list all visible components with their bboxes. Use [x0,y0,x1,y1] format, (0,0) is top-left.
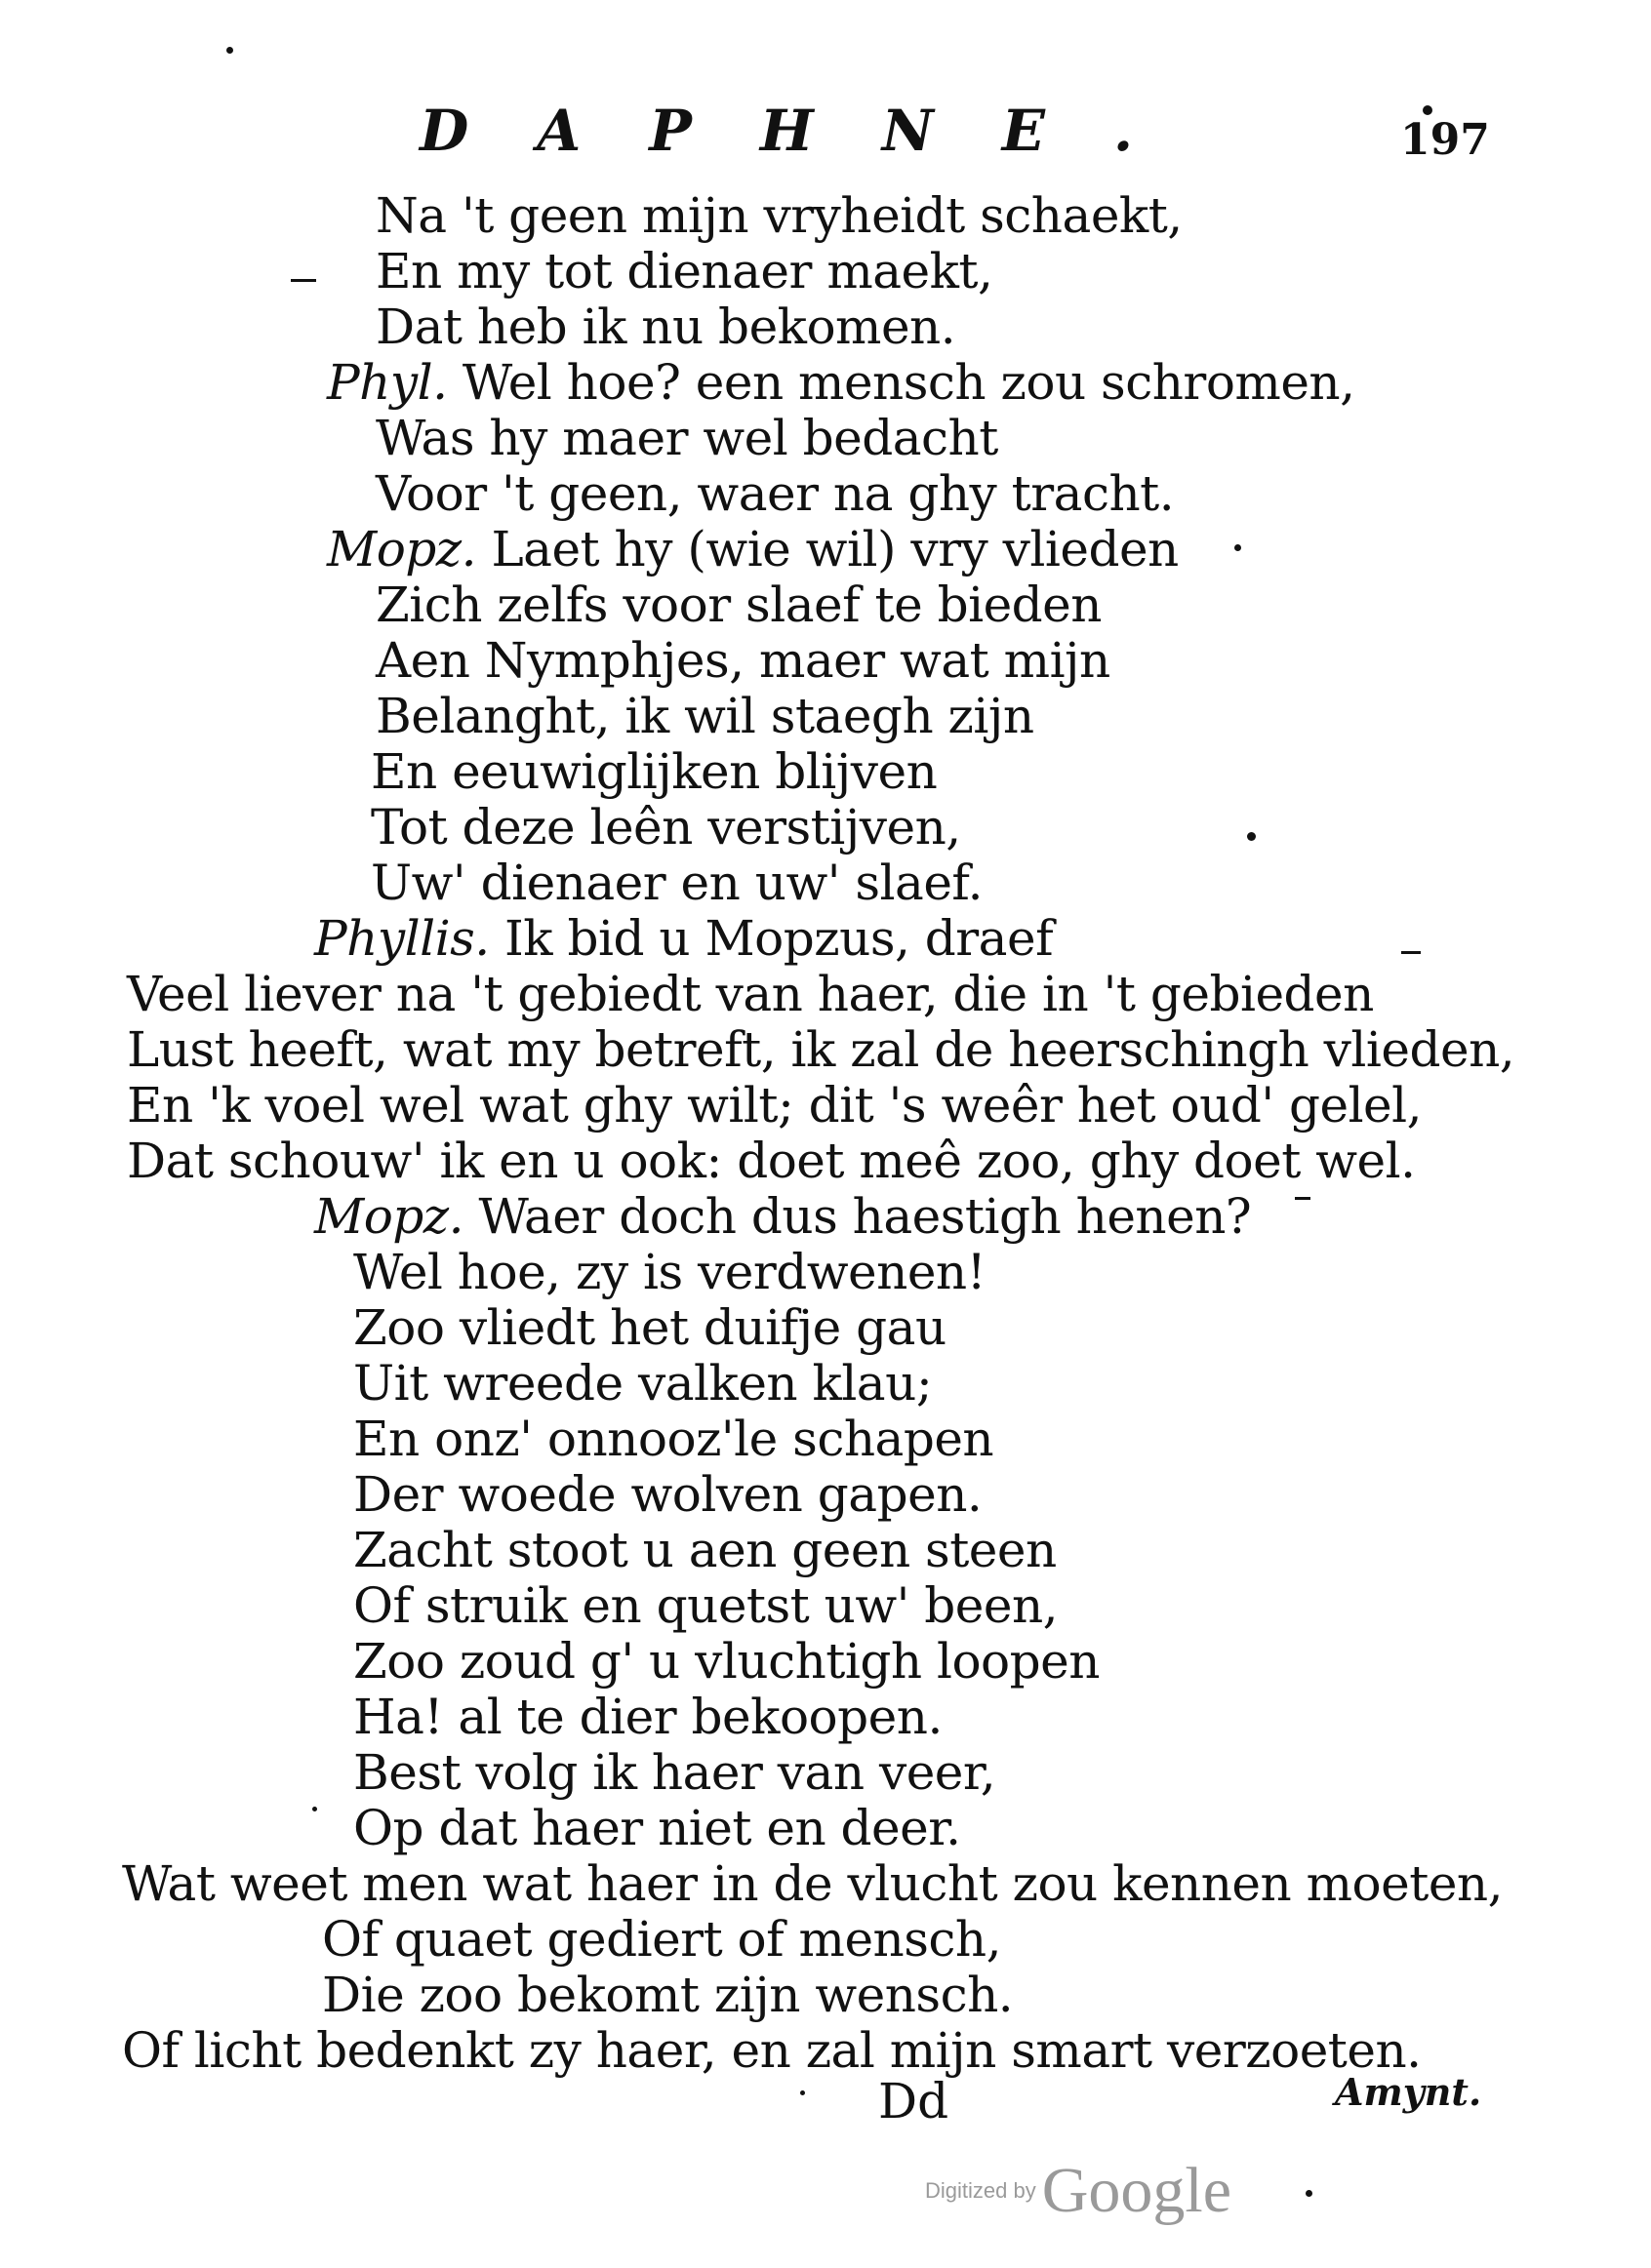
speaker-label: Phyl. [327,354,448,411]
verse-line [322,1912,1001,1967]
verse-line [376,633,1110,688]
google-logo: Google [1041,2155,1232,2226]
ink-speck [1423,105,1432,115]
verse-line [327,522,1179,577]
ink-speck [1247,832,1256,841]
verse-line [371,855,983,910]
verse-text: Lust heeft, wat my betreft, ik zal de heerschingh vlieden, [127,1021,1515,1078]
verse-text: Laet hy (wie wil) vry vlieden [491,521,1179,577]
verse-text: Uw' dienaer en uw' slaef. [371,855,984,911]
verse-text: Wel hoe, zy is verdwenen! [353,1244,987,1300]
verse-text: Of struik en quetst uw' been, [353,1577,1059,1634]
verse-line [127,1022,1514,1077]
verse-text: En 'k voel wel wat ghy wilt; dit 's weêr het oud' gelel, [127,1077,1423,1134]
verse-line [376,577,1102,632]
verse-line [353,1634,1100,1689]
verse-text: En eeuwiglijken blijven [371,743,938,800]
verse-text: Ha! al te dier bekoopen. [353,1689,943,1745]
verse-text: Uit wreede valken klau; [353,1355,933,1412]
verse-line [353,1523,1057,1577]
verse-line [322,1968,1013,2022]
running-title: DAPHNE. [420,98,1202,164]
verse-text: Belanght, ik wil staegh zijn [376,688,1034,744]
verse-line [353,1245,986,1299]
verse-line [376,411,998,465]
verse-line [353,1578,1058,1633]
speaker-label: Mopz. [327,521,477,577]
ink-speck [312,1807,317,1811]
verse-line [371,800,961,855]
verse-line [122,1856,1503,1911]
verse-text: Tot deze leên verstijven, [371,799,961,855]
verse-text: Dat schouw' ik en u ook: doet meê zoo, ghy doet wel. [127,1133,1416,1189]
verse-line [376,299,955,354]
verse-line [353,1412,993,1466]
page-number: 197 [1400,115,1490,165]
verse-text: Of quaet gediert of mensch, [322,1911,1002,1968]
verse-text: Was hy maer wel bedacht [376,410,998,466]
ink-dash [1295,1197,1310,1200]
verse-line [127,967,1374,1021]
verse-line [371,744,937,799]
verse-text: Zoo vliedt het duifje gau [353,1299,946,1356]
verse-line [353,1300,946,1355]
verse-line [314,911,1053,966]
signature-mark: Dd [878,2073,949,2129]
verse-line [327,355,1355,410]
verse-line [376,188,1183,243]
verse-text: Ik bid u Mopzus, draef [504,910,1054,967]
verse-text: Die zoo bekomt zijn wensch. [322,1967,1014,2023]
verse-text: Best volg ik haer van veer, [353,1744,996,1801]
verse-line [314,1189,1251,1244]
verse-text: Der woede wolven gapen. [353,1466,983,1523]
verse-text: Veel liever na 't gebiedt van haer, die in 't gebieden [127,966,1374,1022]
speaker-label: Phyllis. [314,910,490,967]
verse-text: Zacht stoot u aen geen steen [353,1522,1057,1578]
verse-line [127,1134,1416,1188]
ink-speck [226,47,233,54]
verse-line [353,1356,932,1411]
verse-line [353,1690,943,1744]
verse-text: Wat weet men wat haer in de vlucht zou kennen moeten, [122,1855,1504,1912]
verse-line [376,466,1174,521]
ink-speck [800,2090,805,2095]
ink-speck [1306,2190,1312,2197]
ink-dash [1401,951,1421,954]
verse-text: En onz' onnooz'le schapen [353,1411,994,1467]
verse-text: Wel hoe? een mensch zou schromen, [462,354,1355,411]
verse-text: Waer doch dus haestigh henen? [478,1188,1252,1245]
verse-text: Voor 't geen, waer na ghy tracht. [376,465,1175,522]
verse-line [122,2023,1422,2078]
verse-line [127,1078,1422,1133]
verse-text: Na 't geen mijn vryheidt schaekt, [376,187,1183,244]
verse-text: Aen Nymphjes, maer wat mijn [376,632,1110,689]
verse-line [353,1801,961,1855]
ink-speck [1234,544,1241,551]
verse-text: En my tot dienaer maekt, [376,243,993,299]
ink-dash [291,279,316,282]
verse-line [353,1745,995,1800]
verse-text: Zich zelfs voor slaef te bieden [376,577,1102,633]
catchword: Amynt. [1335,2070,1482,2114]
watermark-prefix: Digitized by [925,2178,1036,2203]
digitization-watermark [925,2154,1231,2228]
speaker-label: Mopz. [314,1188,464,1245]
verse-text: Dat heb ik nu bekomen. [376,298,956,355]
verse-line [376,244,992,298]
verse-text: Of licht bedenkt zy haer, en zal mijn smart verzoeten. [122,2022,1422,2079]
verse-text: Op dat haer niet en deer. [353,1800,961,1856]
verse-line [353,1467,982,1522]
verse-line [376,689,1034,743]
verse-text: Zoo zoud g' u vluchtigh loopen [353,1633,1100,1690]
